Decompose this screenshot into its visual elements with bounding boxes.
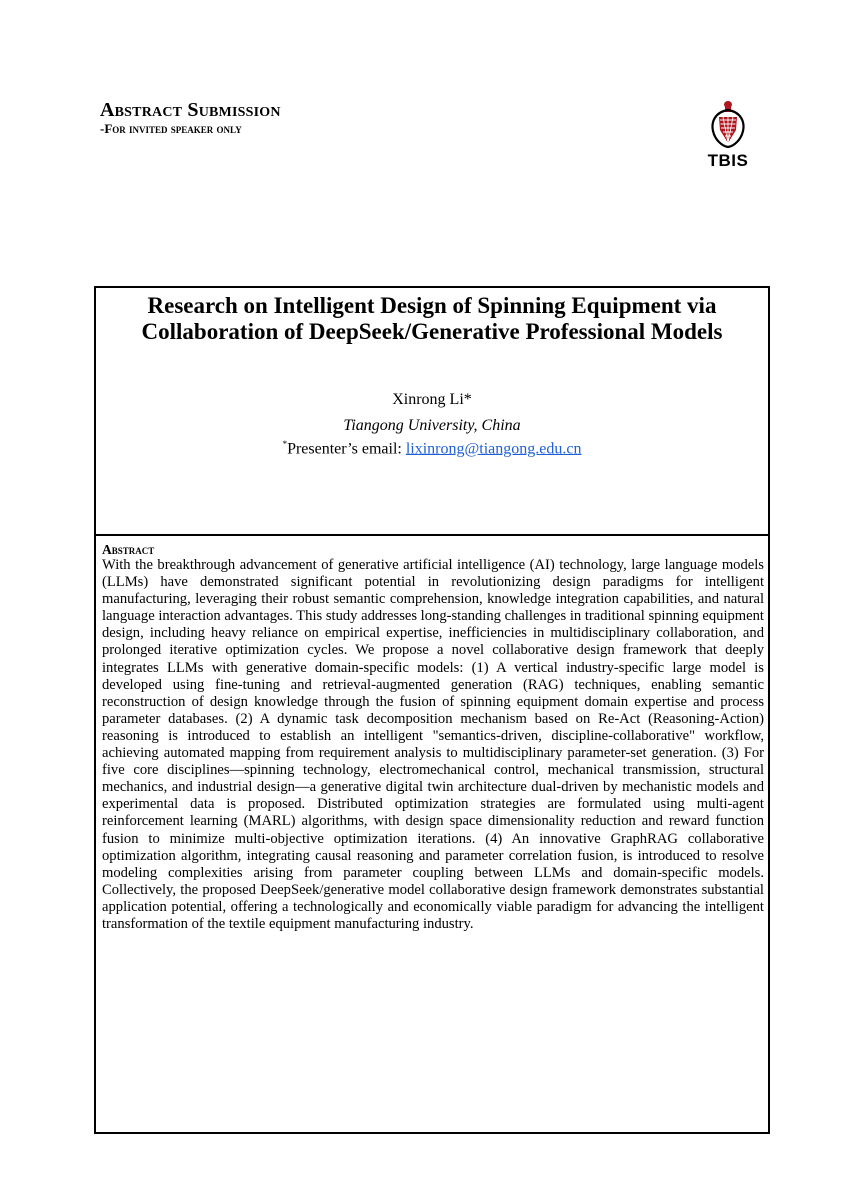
abstract-heading: Abstract	[102, 542, 155, 557]
logo-text: TBIS	[707, 151, 749, 170]
tbis-emblem-icon	[708, 100, 748, 150]
submission-header	[100, 98, 281, 136]
paper-title: Research on Intelligent Design of Spinning Equipment via Collaboration of DeepSeek/Generative Professional Models	[141, 293, 723, 344]
email-footnote-marker: *	[282, 439, 288, 449]
submission-subtitle: -For invited speaker only	[100, 121, 242, 136]
abstract-text: With the breakthrough advancement of generative artificial intelligence (AI) technology, large language models (LLMs) have demonstrated significant potential in revolutionizing design paradigms for intelligent manufacturing, leveraging their robust semantic comprehension, knowledge integration capabilities, and natural language interaction advantages. This study addresses long-standing challenges in traditional spinning equipment design, including heavy reliance on empirical expertise, inefficiencies in multidisciplinary collaboration, and prolonged iterative optimization cycles. We propose a novel collaborative design framework that deeply integrates LLMs with generative domain-specific models: (1) A vertical industry-specific large model is developed using fine-tuning and retrieval-augmented generation (RAG) techniques, enabling semantic reconstruction of design knowledge through the fusion of spinning equipment domain expertise and process parameter databases. (2) A dynamic task decomposition mechanism based on Re-Act (Reasoning-Action) reasoning is introduced to establish an intelligent "semantics-driven, discipline-collaborative" workflow, achieving automated mapping from requirement analysis to multidisciplinary parameter-set generation. (3) For five core disciplines—spinning technology, electromechanical control, mechanical transmission, structural mechanics, and industrial design—a generative digital twin architecture dual-driven by mechanistic models and experimental data is proposed. Distributed optimization strategies are formulated using multi-agent reinforcement learning (MARL) algorithms, with design space dimensionality reduction and reward function fusion to minimize multi-objective optimization iterations. (4) An innovative GraphRAG collaborative optimization algorithm, integrating causal reasoning and parameter correlation fusion, is introduced to resolve modeling complexities arising from parameter coupling between LLMs and domain-specific models. Collectively, the proposed DeepSeek/generative model collaborative design framework demonstrates substantial application potential, offering a technologically and economically viable paradigm for advancing the intelligent transformation of the textile equipment manufacturing industry.	[102, 557, 764, 932]
title-block	[94, 286, 770, 534]
email-link[interactable]: lixinrong@tiangong.edu.cn	[405, 440, 582, 458]
author-affiliation: Tiangong University, China	[343, 417, 521, 434]
author-name: Xinrong Li*	[392, 391, 472, 408]
presenter-email-line	[96, 435, 768, 458]
tbis-logo	[696, 100, 760, 172]
submission-title: Abstract Submission	[100, 99, 281, 121]
abstract-block	[94, 534, 770, 1134]
email-label: Presenter’s email:	[287, 440, 406, 458]
